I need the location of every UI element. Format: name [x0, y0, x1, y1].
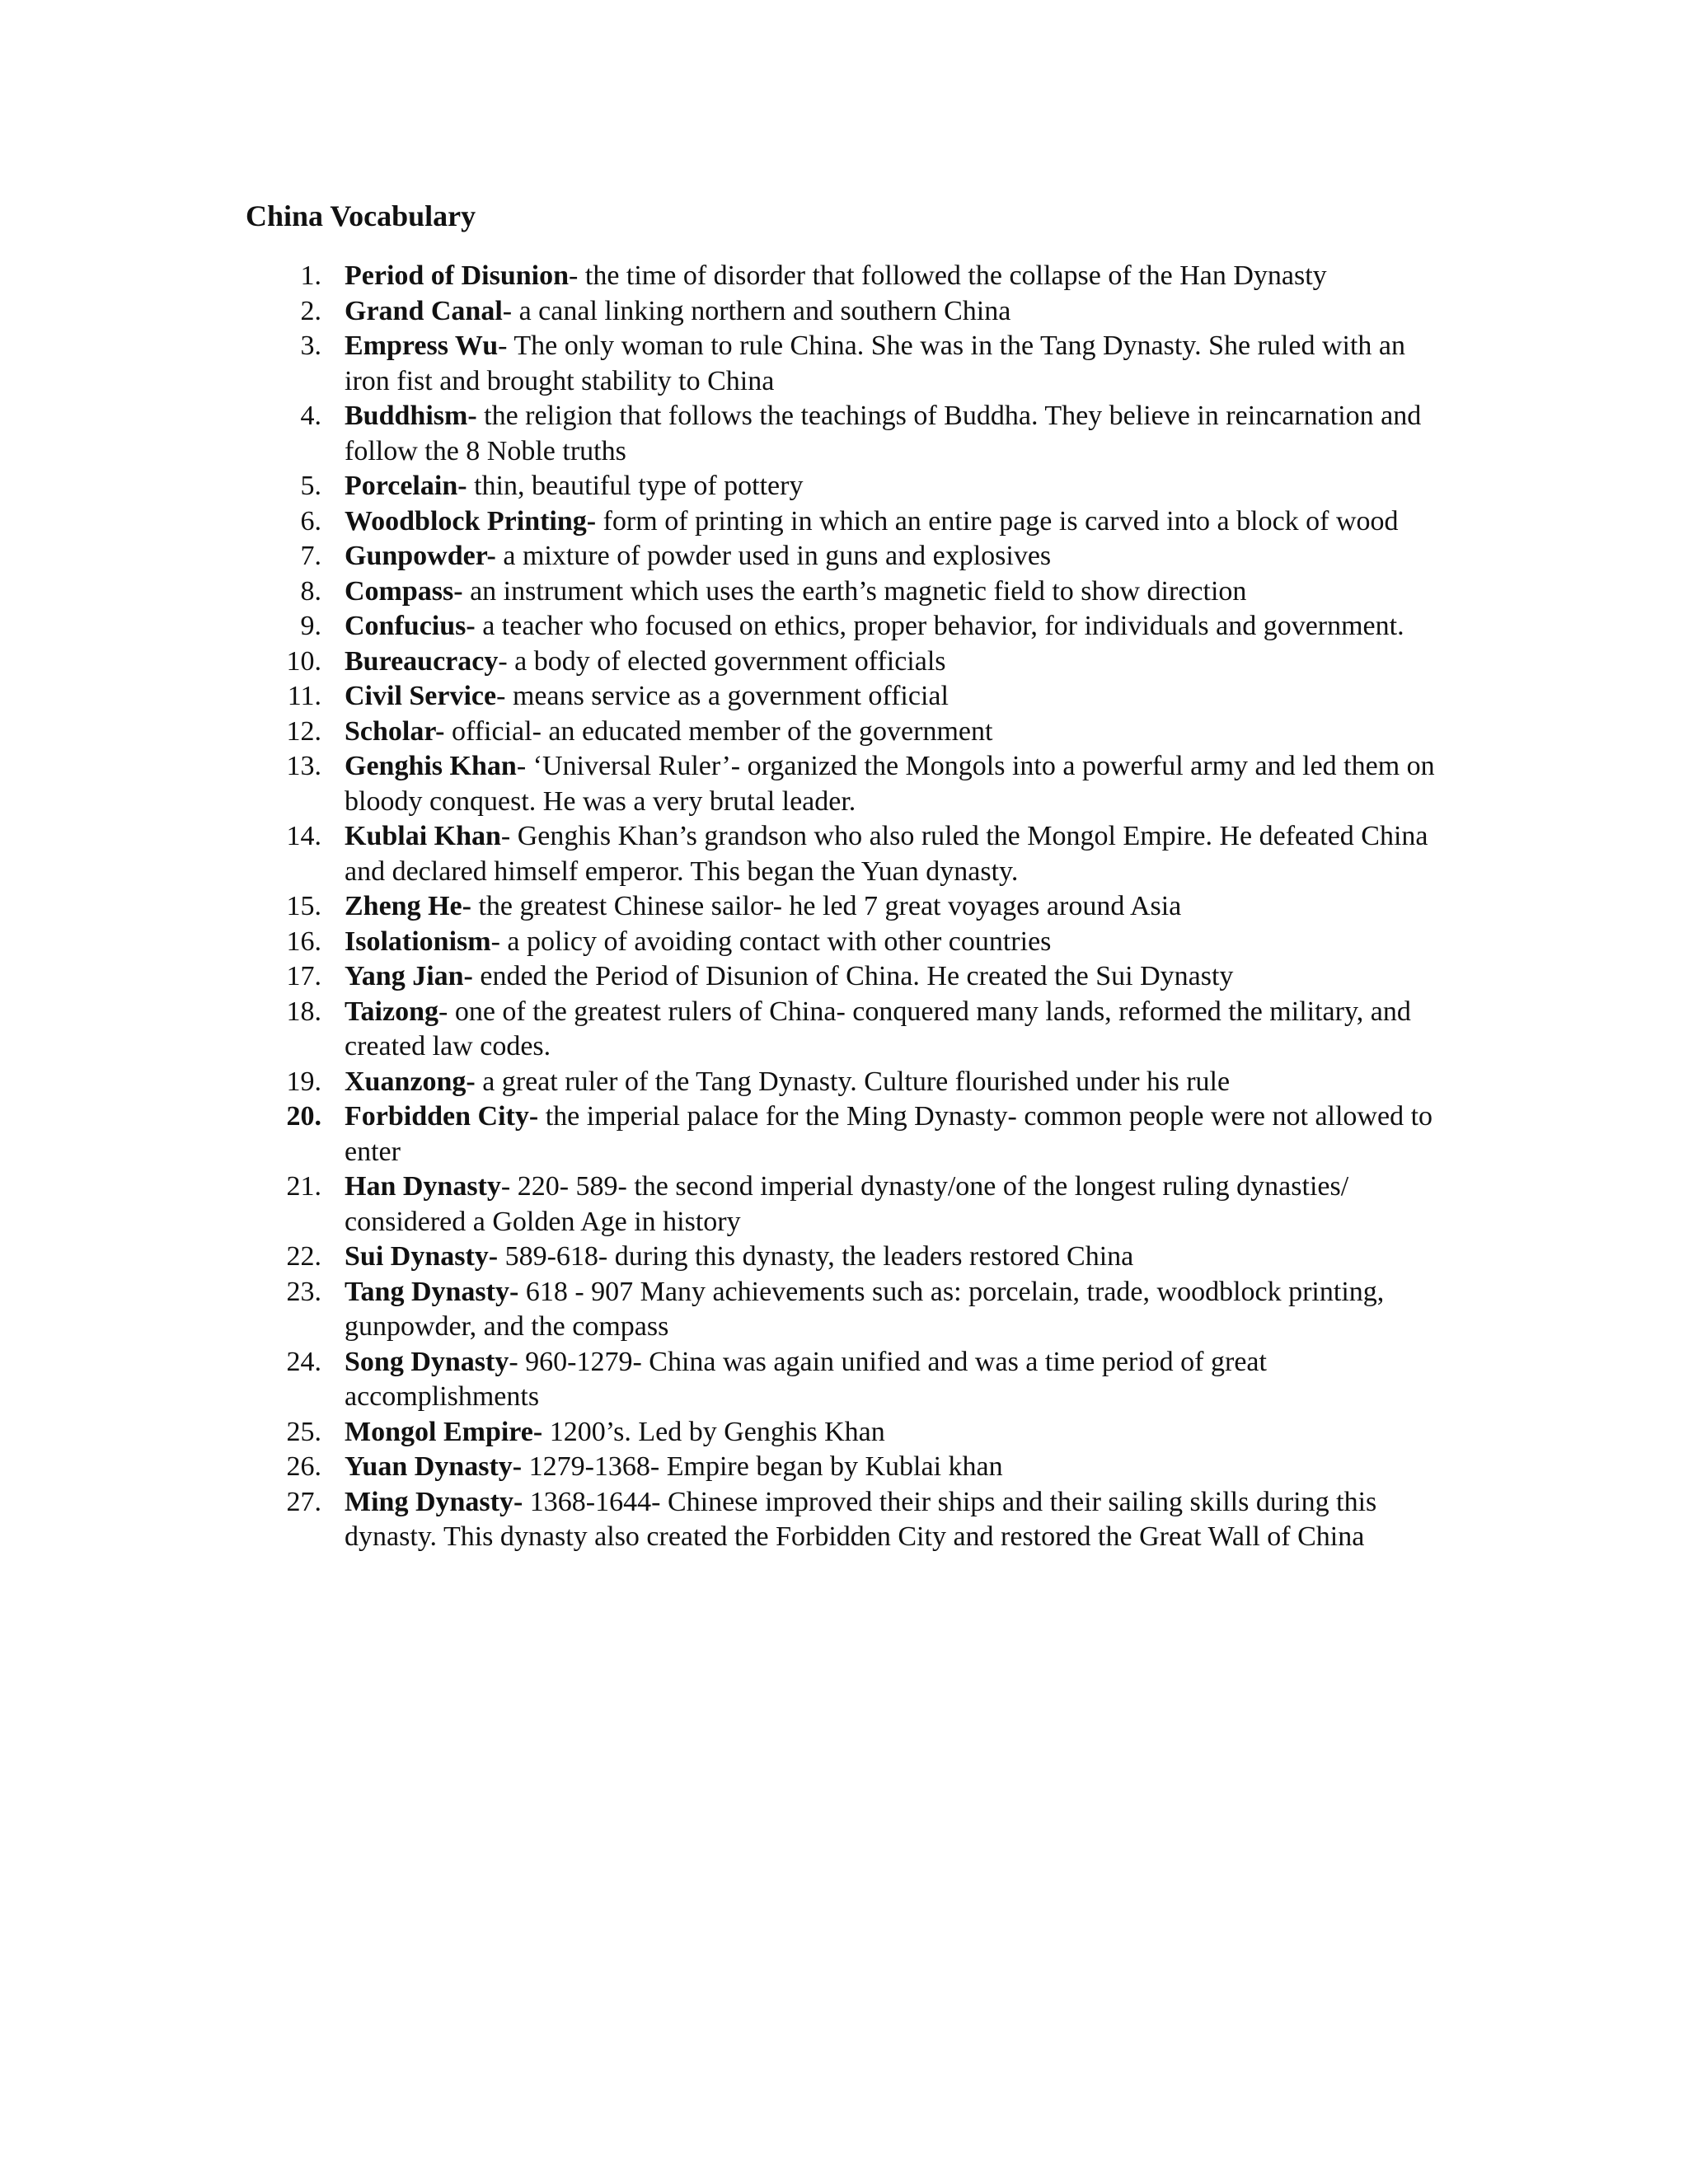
list-item — [246, 819, 1441, 889]
vocab-term: Scholar- — [345, 715, 445, 747]
item-number: 6. — [300, 505, 321, 537]
vocab-definition: - a canal linking northern and southern China — [502, 295, 1011, 326]
list-item — [246, 1485, 1441, 1555]
vocab-term: Grand Canal — [345, 295, 503, 326]
list-item — [246, 715, 1441, 750]
vocab-definition: - the time of disorder that followed the collapse of the Han Dynasty — [569, 260, 1327, 291]
vocab-term: Xuanzong- — [345, 1066, 476, 1097]
vocab-definition: a great ruler of the Tang Dynasty. Culture flourished under his rule — [475, 1066, 1231, 1097]
list-item — [246, 574, 1441, 610]
vocab-term: Empress Wu — [345, 330, 499, 361]
vocab-term: Compass- — [345, 575, 463, 607]
vocab-term: Yuan Dynasty- — [345, 1451, 523, 1482]
vocabulary-list — [246, 259, 1441, 1555]
vocab-definition: - a body of elected government officials — [498, 645, 946, 677]
vocab-definition: 589-618- during this dynasty, the leaders restored China — [498, 1241, 1134, 1272]
item-number: 19. — [286, 1066, 321, 1097]
item-number: 25. — [286, 1416, 321, 1447]
vocab-term: Sui Dynasty- — [345, 1241, 499, 1272]
item-number: 15. — [286, 891, 321, 921]
item-number: 23. — [286, 1276, 321, 1307]
vocab-definition: thin, beautiful type of pottery — [467, 471, 804, 501]
item-number: 22. — [286, 1241, 321, 1272]
vocab-term: Yang Jian- — [345, 961, 473, 991]
list-item — [246, 889, 1441, 925]
vocab-term: Taizong — [345, 996, 439, 1027]
list-item — [246, 679, 1441, 715]
vocab-term: Mongol Empire- — [345, 1416, 543, 1447]
vocab-definition: 618 - 907 Many achievements such as: porcelain, trade, woodblock printing, gunpowder, and the compass — [345, 1276, 1385, 1342]
vocab-term: Zheng He- — [345, 891, 471, 921]
list-item — [246, 1450, 1441, 1485]
item-number: 4. — [300, 401, 321, 431]
vocab-term: Woodblock Printing- — [345, 505, 597, 537]
list-item — [246, 644, 1441, 680]
item-number: 13. — [286, 751, 321, 781]
item-number: 3. — [300, 330, 321, 361]
list-item — [246, 1275, 1441, 1345]
vocab-term: Period of Disunion — [345, 260, 570, 291]
vocab-term: Isolationism — [345, 926, 491, 957]
vocab-definition: - one of the greatest rulers of China- conquered many lands, reformed the military, and created law codes. — [345, 996, 1411, 1062]
list-item — [246, 609, 1441, 644]
vocab-term: Bureaucracy — [345, 645, 499, 677]
item-number: 16. — [286, 926, 321, 957]
vocab-term: Ming Dynasty- — [345, 1486, 523, 1517]
list-item — [246, 959, 1441, 995]
list-item — [246, 1065, 1441, 1100]
vocab-definition: 1200’s. Led by Genghis Khan — [542, 1416, 885, 1447]
vocab-definition: the imperial palace for the Ming Dynasty- common people were not allowed to enter — [345, 1101, 1433, 1167]
page-title: China Vocabulary — [246, 199, 476, 232]
vocab-definition: 1368-1644- Chinese improved their ships and their sailing skills during this dynasty. This dynasty also created the Forbidden City and restored the Great Wall of China — [345, 1486, 1377, 1552]
vocab-definition: - Genghis Khan’s grandson who also ruled the Mongol Empire. He defeated China and declared himself emperor. This began the Yuan dynasty. — [345, 821, 1428, 887]
item-number: 21. — [286, 1171, 321, 1202]
item-number: 5. — [300, 471, 321, 501]
list-item — [246, 539, 1441, 574]
item-number: 9. — [300, 611, 321, 641]
vocab-term: Han Dynasty — [345, 1171, 501, 1202]
list-item — [246, 504, 1441, 540]
vocab-definition: official- an educated member of the government — [444, 715, 993, 747]
item-number: 11. — [287, 681, 321, 711]
vocab-definition: - The only woman to rule China. She was in the Tang Dynasty. She ruled with an iron fist and brought stability to China — [345, 330, 1405, 396]
item-number: 10. — [286, 645, 321, 677]
item-number: 8. — [300, 575, 321, 607]
list-item — [246, 749, 1441, 819]
vocab-definition: - ‘Universal Ruler’- organized the Mongols into a powerful army and led them on bloody conquest. He was a very brutal leader. — [345, 751, 1435, 817]
vocab-definition: form of printing in which an entire page is carved into a block of wood — [596, 505, 1399, 537]
vocab-definition: - 960-1279- China was again unified and was a time period of great accomplishments — [345, 1346, 1267, 1412]
vocab-term: Forbidden City- — [345, 1101, 539, 1132]
list-item — [246, 925, 1441, 960]
vocab-definition: a teacher who focused on ethics, proper behavior, for individuals and government. — [475, 611, 1404, 641]
item-number: 14. — [286, 821, 321, 851]
item-number: 12. — [286, 715, 321, 747]
vocab-term: Buddhism- — [345, 401, 477, 431]
vocab-definition: an instrument which uses the earth’s magnetic field to show direction — [462, 575, 1247, 607]
vocab-definition: a mixture of powder used in guns and explosives — [495, 541, 1052, 571]
vocab-term: Porcelain- — [345, 471, 467, 501]
vocab-term: Tang Dynasty- — [345, 1276, 519, 1307]
vocab-term: Genghis Khan — [345, 751, 517, 781]
list-item — [246, 259, 1441, 294]
item-number: 18. — [286, 996, 321, 1027]
vocab-definition: 1279-1368- Empire began by Kublai khan — [522, 1451, 1003, 1482]
item-number: 17. — [286, 961, 321, 991]
vocab-term: Gunpowder- — [345, 541, 496, 571]
list-item — [246, 399, 1441, 469]
item-number: 1. — [300, 260, 321, 291]
item-number: 26. — [286, 1451, 321, 1482]
list-item — [246, 469, 1441, 504]
vocab-definition: - means service as a government official — [496, 681, 949, 711]
vocab-term: Kublai Khan — [345, 821, 501, 851]
vocab-term: Song Dynasty — [345, 1346, 509, 1377]
vocab-definition: the greatest Chinese sailor- he led 7 great voyages around Asia — [471, 891, 1182, 921]
vocab-term: Civil Service — [345, 681, 497, 711]
vocab-term: Confucius- — [345, 611, 476, 641]
item-number: 7. — [300, 541, 321, 571]
list-item — [246, 1240, 1441, 1275]
list-item — [246, 294, 1441, 330]
list-item — [246, 329, 1441, 399]
item-number: 27. — [286, 1486, 321, 1517]
list-item — [246, 1345, 1441, 1415]
item-number: 24. — [286, 1346, 321, 1377]
list-item — [246, 1099, 1441, 1169]
item-number: 2. — [300, 295, 321, 326]
vocab-definition: the religion that follows the teachings of Buddha. They believe in reincarnation and follow the 8 Noble truths — [345, 401, 1422, 466]
list-item — [246, 995, 1441, 1065]
vocab-definition: - a policy of avoiding contact with other countries — [490, 926, 1052, 957]
item-number: 20. — [286, 1101, 321, 1132]
vocab-definition: - 220- 589- the second imperial dynasty/one of the longest ruling dynasties/ considered a Golden Age in history — [345, 1171, 1349, 1237]
list-item — [246, 1169, 1441, 1240]
vocab-definition: ended the Period of Disunion of China. He created the Sui Dynasty — [472, 961, 1234, 991]
list-item — [246, 1415, 1441, 1451]
